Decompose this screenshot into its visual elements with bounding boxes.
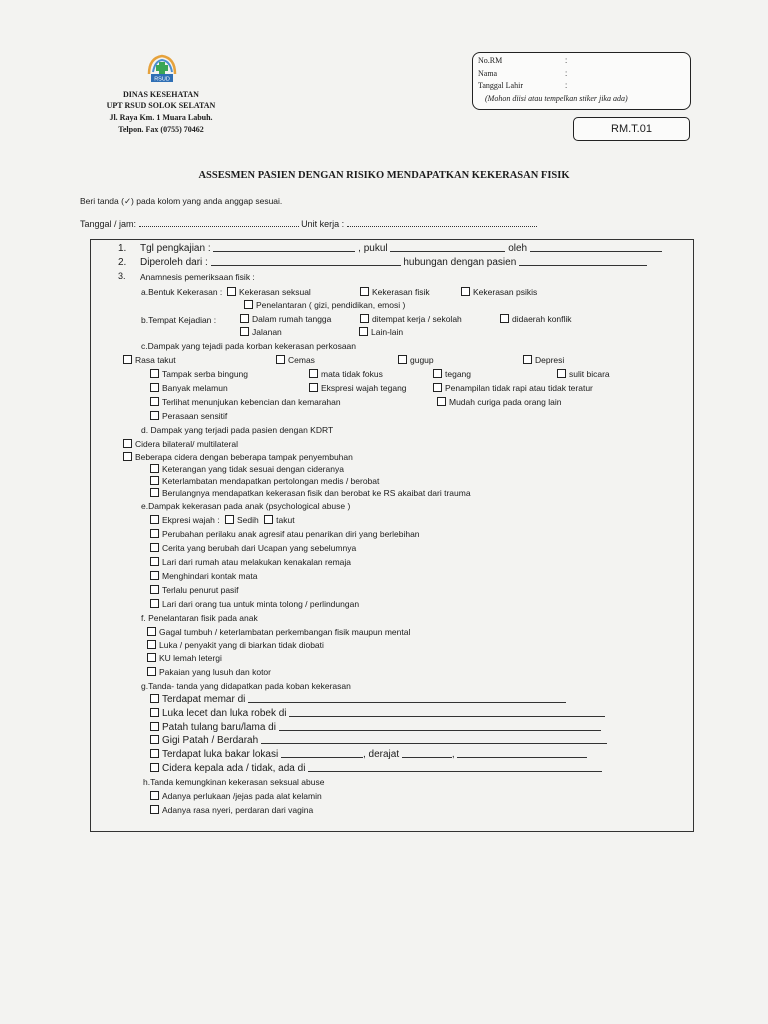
opt-label: tegang: [445, 369, 471, 379]
nama-colon: :: [565, 69, 568, 78]
opt-gagal-tumbuh[interactable]: [147, 627, 410, 638]
opt-label: Pakaian yang lusuh dan kotor: [159, 667, 271, 677]
checkbox-icon[interactable]: [360, 287, 369, 296]
checkbox-icon[interactable]: [360, 314, 369, 323]
opt-luka-bakar[interactable]: [150, 749, 587, 760]
checkbox-icon[interactable]: [461, 287, 470, 296]
checkbox-icon[interactable]: [147, 640, 156, 649]
opt-kebencian[interactable]: [150, 397, 341, 408]
opt-label: Banyak melamun: [162, 383, 228, 393]
checkbox-icon[interactable]: [150, 488, 159, 497]
checkbox-icon[interactable]: [150, 805, 159, 814]
opt-luka-penyakit[interactable]: [147, 640, 324, 651]
opt-lain-lain[interactable]: [359, 327, 403, 338]
checkbox-icon[interactable]: [557, 369, 566, 378]
opt-patah-tulang[interactable]: [150, 722, 601, 733]
dampak-perkosaan-label: c.Dampak yang tejadi pada korban kekerasan perkosaan: [141, 341, 356, 351]
opt-lari-rumah[interactable]: [150, 557, 351, 568]
patient-identity-box: [472, 52, 691, 110]
hubungan-label: hubungan dengan pasien: [403, 257, 517, 268]
checkbox-icon[interactable]: [150, 599, 159, 608]
opt-cidera-bilateral[interactable]: [123, 439, 238, 450]
tanggal-jam-field[interactable]: [139, 225, 299, 227]
instruction-text: Beri tanda (✓) pada kolom yang anda anggap sesuai.: [80, 196, 283, 206]
item-1-row: [140, 243, 662, 254]
diperoleh-dari-label: Diperoleh dari :: [140, 257, 208, 268]
checkbox-icon[interactable]: [227, 287, 236, 296]
derajat-extra-field[interactable]: [457, 756, 587, 758]
opt-tegang[interactable]: [433, 369, 471, 380]
opt-keterlambatan-medis[interactable]: [150, 476, 379, 487]
item-1-number: 1.: [118, 243, 127, 254]
dampak-kdrt-label: d. Dampak yang terjadi pada pasien dengan KDRT: [141, 425, 334, 435]
checkbox-icon[interactable]: [147, 653, 156, 662]
opt-perasaan-sensitif[interactable]: [150, 411, 227, 422]
opt-label: Penampilan tidak rapi atau tidak teratur: [445, 383, 593, 393]
opt-rasa-nyeri[interactable]: [150, 805, 313, 816]
checkbox-icon[interactable]: [150, 383, 159, 392]
opt-label: Depresi: [535, 355, 565, 365]
unit-kerja-label: Unit kerja :: [301, 219, 345, 229]
opt-pakaian-lusuh[interactable]: [147, 667, 271, 678]
opt-label: Patah tulang baru/lama di: [162, 722, 276, 734]
checkbox-icon[interactable]: [240, 327, 249, 336]
tanda-kekerasan-label: g.Tanda- tanda yang didapatkan pada koban kekerasan: [141, 681, 351, 691]
item-2-row: [140, 257, 647, 268]
org-line-3: Jl. Raya Km. 1 Muara Labuh.: [109, 113, 213, 122]
checkbox-icon[interactable]: [150, 397, 159, 406]
opt-banyak-melamun[interactable]: [150, 383, 228, 394]
tempat-kejadian-label: b.Tempat Kejadian :: [141, 315, 217, 325]
tanggal-lahir-colon: :: [565, 81, 568, 90]
hubungan-field[interactable]: [519, 264, 647, 266]
checkbox-icon[interactable]: [123, 439, 132, 448]
opt-label: Kekerasan fisik: [372, 287, 430, 297]
checkbox-icon[interactable]: [150, 735, 159, 744]
luka-bakar-lokasi-field[interactable]: [281, 756, 363, 758]
opt-label: Gagal tumbuh / keterlambatan perkembangan fisik maupun mental: [159, 627, 411, 637]
opt-label: Lari dari rumah atau melakukan kenakalan remaja: [162, 557, 351, 567]
checkbox-icon[interactable]: [433, 383, 442, 392]
opt-label: Perasaan sensitif: [162, 411, 228, 421]
opt-label: Tampak serba bingung: [162, 369, 249, 379]
opt-label: sulit bicara: [569, 369, 610, 379]
org-line-1: DINAS KESEHATAN: [123, 90, 199, 99]
opt-gugup[interactable]: [398, 355, 434, 366]
opt-tampak-bingung[interactable]: [150, 369, 248, 380]
checkbox-icon[interactable]: [147, 627, 156, 636]
opt-penampilan-tidak-rapi[interactable]: [433, 383, 593, 394]
opt-cemas[interactable]: [276, 355, 315, 366]
opt-label: Terdapat luka bakar lokasi: [162, 749, 279, 761]
opt-label: Keterangan yang tidak sesuai dengan cideranya: [162, 464, 344, 474]
opt-label: mata tidak fokus: [321, 369, 383, 379]
opt-label: Lain-lain: [371, 327, 404, 337]
cidera-kepala-field[interactable]: [308, 770, 602, 772]
opt-label: Luka / penyakit yang di biarkan tidak diobati: [159, 640, 324, 650]
opt-label: Ekspresi wajah tegang: [321, 383, 407, 393]
opt-label: Terdapat memar di: [162, 694, 246, 706]
opt-label: Mudah curiga pada orang lain: [449, 397, 562, 407]
checkbox-icon[interactable]: [150, 694, 159, 703]
form-code-box: RM.T.01: [573, 117, 690, 141]
opt-label: Menghindari kontak mata: [162, 571, 258, 581]
checkbox-icon[interactable]: [150, 708, 159, 717]
checkbox-icon[interactable]: [150, 571, 159, 580]
diperoleh-dari-field[interactable]: [211, 264, 401, 266]
org-line-4: Telpon. Fax (0755) 70462: [118, 125, 204, 134]
oleh-field[interactable]: [530, 250, 662, 252]
opt-ekspresi-tegang[interactable]: [309, 383, 407, 394]
opt-label: Cemas: [288, 355, 315, 365]
tanggal-lahir-label: Tanggal Lahir: [478, 81, 523, 90]
opt-label: Cerita yang berubah dari Ucapan yang sebelumnya: [162, 543, 357, 553]
opt-label: Kekerasan psikis: [473, 287, 538, 297]
opt-label: Keterlambatan mendapatkan pertolongan medis / berobat: [162, 476, 380, 486]
opt-kekerasan-fisik[interactable]: [360, 287, 430, 298]
opt-sulit-bicara[interactable]: [557, 369, 610, 380]
opt-memar[interactable]: [150, 694, 566, 705]
opt-label: Adanya rasa nyeri, perdaran dari vagina: [162, 805, 314, 815]
checkbox-icon[interactable]: [150, 722, 159, 731]
opt-tempat-kerja[interactable]: [360, 314, 462, 325]
opt-label: Adanya perlukaan /jejas pada alat kelamin: [162, 791, 322, 801]
opt-perubahan-perilaku[interactable]: [150, 529, 420, 540]
checkbox-icon[interactable]: [264, 515, 273, 524]
opt-cerita-berubah[interactable]: [150, 543, 356, 554]
date-line: [80, 219, 537, 229]
opt-luka-lecet[interactable]: [150, 708, 605, 719]
opt-mudah-curiga[interactable]: [437, 397, 561, 408]
pukul-field[interactable]: [390, 250, 505, 252]
checkbox-icon[interactable]: [150, 585, 159, 594]
opt-label: KU lemah letergi: [159, 653, 222, 663]
dampak-anak-label: e.Dampak kekerasan pada anak (psychological abuse ): [141, 501, 351, 511]
sedih-label: Sedih: [237, 515, 259, 525]
no-rm-label: No.RM: [478, 56, 503, 65]
opt-gigi-patah[interactable]: [150, 735, 607, 746]
opt-label: ditempat kerja / sekolah: [372, 314, 462, 324]
opt-label: didaerah konflik: [512, 314, 572, 324]
checkbox-icon[interactable]: [123, 452, 132, 461]
opt-label: Dalam rumah tangga: [252, 314, 332, 324]
opt-depresi[interactable]: [523, 355, 564, 366]
opt-label: gugup: [410, 355, 434, 365]
checkbox-icon[interactable]: [433, 369, 442, 378]
penelantaran-anak-label: f. Penelantaran fisik pada anak: [141, 613, 258, 623]
checkbox-icon[interactable]: [150, 749, 159, 758]
bentuk-kekerasan-label: a.Bentuk Kekerasan :: [141, 287, 223, 297]
checkbox-icon[interactable]: [150, 515, 159, 524]
comma: ,: [451, 749, 455, 761]
opt-ku-lemah[interactable]: [147, 653, 222, 664]
checkbox-icon[interactable]: [244, 300, 253, 309]
item-2-number: 2.: [118, 257, 127, 268]
checkbox-icon[interactable]: [309, 369, 318, 378]
opt-label: Cidera bilateral/ multilateral: [135, 439, 238, 449]
opt-label: Luka lecet dan luka robek di: [162, 708, 287, 720]
derajat-field[interactable]: [402, 756, 452, 758]
opt-label: Lari dari orang tua untuk minta tolong / perlindungan: [162, 599, 360, 609]
checkbox-icon[interactable]: [276, 355, 285, 364]
takut-label: takut: [276, 515, 295, 525]
checkbox-icon[interactable]: [147, 667, 156, 676]
patah-tulang-field[interactable]: [279, 729, 601, 731]
opt-daerah-konflik[interactable]: [500, 314, 572, 325]
oleh-label: oleh: [508, 243, 528, 254]
nama-label: Nama: [478, 69, 498, 78]
anamnesis-label: Anamnesis pemeriksaan fisik :: [140, 272, 255, 282]
opt-jalanan[interactable]: [240, 327, 282, 338]
checkbox-icon[interactable]: [240, 314, 249, 323]
gigi-patah-field[interactable]: [261, 742, 607, 744]
checkbox-icon[interactable]: [150, 411, 159, 420]
opt-penelantaran[interactable]: [244, 300, 405, 311]
opt-keterangan-tidak-sesuai[interactable]: [150, 464, 344, 475]
checkbox-icon[interactable]: [150, 529, 159, 538]
opt-label: Rasa takut: [135, 355, 176, 365]
tgl-pengkajian-field[interactable]: [213, 250, 355, 252]
opt-mata-tidak-fokus[interactable]: [309, 369, 383, 380]
checkbox-icon[interactable]: [150, 557, 159, 566]
opt-label: Penelantaran ( gizi, pendidikan, emosi ): [256, 300, 406, 310]
opt-label: Gigi Patah / Berdarah: [162, 735, 259, 747]
checkbox-icon[interactable]: [437, 397, 446, 406]
opt-label: Beberapa cidera dengan beberapa tampak penyembuhan: [135, 452, 353, 462]
checkbox-icon[interactable]: [150, 763, 159, 772]
opt-kekerasan-seksual[interactable]: [227, 287, 311, 298]
opt-rasa-takut[interactable]: [123, 355, 176, 366]
opt-cidera-kepala[interactable]: [150, 763, 602, 774]
opt-beberapa-cidera[interactable]: [123, 452, 353, 463]
org-line-2: UPT RSUD SOLOK SELATAN: [106, 101, 216, 110]
checkbox-icon[interactable]: [398, 355, 407, 364]
tgl-pengkajian-label: Tgl pengkajian :: [140, 243, 211, 254]
sticker-note: (Mohon diisi atau tempelkan stiker jika ada): [485, 94, 628, 103]
opt-label: Berulangnya mendapatkan kekerasan fisik dan berobat ke RS akaibat dari trauma: [162, 488, 471, 498]
opt-perlukaan-kelamin[interactable]: [150, 791, 322, 802]
opt-dalam-rumah-tangga[interactable]: [240, 314, 331, 325]
opt-label: Kekerasan seksual: [239, 287, 311, 297]
checkbox-icon[interactable]: [150, 791, 159, 800]
ekspresi-label: Ekpresi wajah :: [162, 515, 220, 525]
logo-lettering: RSUD: [154, 76, 170, 83]
checkbox-icon[interactable]: [150, 476, 159, 485]
checkbox-icon[interactable]: [123, 355, 132, 364]
opt-ekspresi-wajah-row: [150, 515, 295, 526]
pukul-label: , pukul: [358, 243, 388, 254]
derajat-label: , derajat: [362, 749, 400, 761]
checkbox-icon[interactable]: [150, 464, 159, 473]
opt-label: Perubahan perilaku anak agresif atau penarikan diri yang berlebihan: [162, 529, 420, 539]
checkbox-icon[interactable]: [359, 327, 368, 336]
opt-penurut-pasif[interactable]: [150, 585, 239, 596]
checkbox-icon[interactable]: [523, 355, 532, 364]
tanggal-jam-label: Tanggal / jam:: [80, 219, 137, 229]
opt-label: Terlihat menunjukan kebencian dan kemarahan: [162, 397, 341, 407]
hospital-logo: [145, 52, 179, 86]
item-3-number: 3.: [118, 271, 126, 281]
luka-lecet-field[interactable]: [289, 715, 605, 717]
opt-lari-orang-tua[interactable]: [150, 599, 359, 610]
opt-label: Terlalu penurut pasif: [162, 585, 239, 595]
opt-label: Jalanan: [252, 327, 282, 337]
checkbox-icon[interactable]: [150, 369, 159, 378]
tanda-seksual-label: h.Tanda kemungkinan kekerasan seksual abuse: [143, 777, 325, 787]
opt-menghindari-kontak[interactable]: [150, 571, 257, 582]
memar-field[interactable]: [248, 701, 566, 703]
opt-berulangnya-kekerasan[interactable]: [150, 488, 471, 499]
checkbox-icon[interactable]: [309, 383, 318, 392]
opt-label: Cidera kepala ada / tidak, ada di: [162, 763, 306, 775]
opt-kekerasan-psikis[interactable]: [461, 287, 537, 298]
unit-kerja-field[interactable]: [347, 225, 537, 227]
no-rm-colon: :: [565, 56, 568, 65]
checkbox-icon[interactable]: [500, 314, 509, 323]
page-title: ASSESMEN PASIEN DENGAN RISIKO MENDAPATKAN KEKERASAN FISIK: [198, 170, 570, 181]
checkbox-icon[interactable]: [225, 515, 234, 524]
checkbox-icon[interactable]: [150, 543, 159, 552]
